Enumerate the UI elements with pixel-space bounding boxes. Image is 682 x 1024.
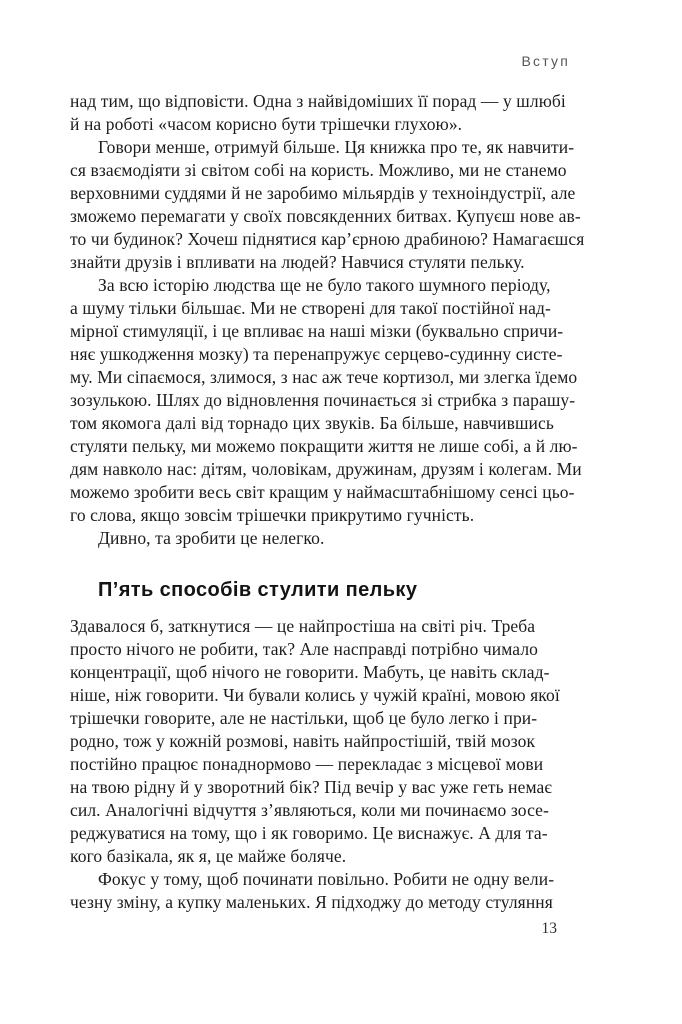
paragraph (70, 868, 630, 914)
text-line: верховними суддями й не заробимо мільярдів у техноіндустрії, але (70, 183, 576, 203)
text-line: ніше, ніж говорити. Чи бували колись у чужій країні, мовою якої (70, 685, 560, 705)
text-line: дям навколо нас: дітям, чоловікам, дружинам, друзям і колегам. Ми (70, 459, 582, 479)
text-line: то чи будинок? Хочеш піднятися кар’єрною драбиною? Намагаєшся (70, 229, 585, 249)
section-heading: П’ять способів стулити пельку (98, 579, 418, 601)
text-line: няє ушкодження мозку) та перенапружує серцево-судинну систе- (70, 344, 563, 364)
text-line: зозулькою. Шлях до відновлення починається зі стрибка з парашу- (70, 390, 576, 410)
text-line: можемо зробити весь світ кращим у наймасштабнішому сенсі цьо- (70, 482, 575, 502)
text-line: Здавалося б, заткнутися — це найпростіша на світі річ. Треба (70, 616, 536, 636)
page-body (70, 90, 630, 914)
text-line: постійно працює понаднормово — перекладає з місцевої мови (70, 754, 544, 774)
text-line: Фокус у тому, щоб починати повільно. Робити не одну вели- (98, 869, 555, 889)
page-number: 13 (541, 920, 557, 937)
text-line: реджуватися на тому, що і як говоримо. Це виснажує. А для та- (70, 823, 548, 843)
text-line: том якомога далі від торнадо цих звуків. Ба більше, навчившись (70, 413, 554, 433)
text-line: Говори менше, отримуй більше. Ця книжка про те, як навчити- (98, 137, 575, 157)
text-line: над тим, що відповісти. Одна з найвідоміших її порад — у шлюбі (70, 91, 566, 111)
text-line: зможемо перемагати у своїх повсякденних битвах. Купуєш нове ав- (70, 206, 581, 226)
paragraph (70, 90, 630, 136)
text-line: кого базікала, як я, це майже боляче. (70, 846, 347, 866)
text-line: на твою рідну й у зворотний бік? Під вечір у вас уже геть немає (70, 777, 553, 797)
text-line: сил. Аналогічні відчуття з’являються, коли ми починаємо зосе- (70, 800, 549, 820)
text-line: му. Ми сіпаємося, злимося, з нас аж тече кортизол, ми злегка їдемо (70, 367, 578, 387)
text-line: Дивно, та зробити це нелегко. (98, 528, 325, 548)
paragraph (70, 527, 630, 550)
text-line: мірної стимуляції, і це впливає на наші мізки (буквально спричи- (70, 321, 564, 341)
text-line: просто нічого не робити, так? Але насправді потрібно чимало (70, 639, 539, 659)
text-line: а шуму тільки більшає. Ми не створені для такої постійної над- (70, 298, 551, 318)
text-line: знайти друзів і впливати на людей? Навчися стуляти пельку. (70, 252, 525, 272)
text-line: концентрації, щоб нічого не говорити. Мабуть, це навіть склад- (70, 662, 550, 682)
paragraph (70, 274, 630, 527)
running-header: Вступ (521, 53, 570, 69)
text-line: й на роботі «часом корисно бути трішечки глухою». (70, 114, 463, 134)
text-line: чезну зміну, а купку маленьких. Я підходжу до методу стуляння (70, 892, 553, 912)
text-line: ся взаємодіяти зі світом собі на користь. Можливо, ми не станемо (70, 160, 567, 180)
text-line: го слова, якщо зовсім трішечки прикрутимо гучність. (70, 505, 475, 525)
text-line: стуляти пельку, ми можемо покращити життя не лише собі, а й лю- (70, 436, 578, 456)
text-line: родно, тож у кожній розмові, навіть найпростішій, твій мозок (70, 731, 536, 751)
text-line: За всю історію людства ще не було такого шумного періоду, (98, 275, 551, 295)
paragraph (70, 136, 630, 274)
paragraph (70, 615, 630, 868)
text-line: трішечки говорите, але не настільки, щоб це було легко і при- (70, 708, 538, 728)
